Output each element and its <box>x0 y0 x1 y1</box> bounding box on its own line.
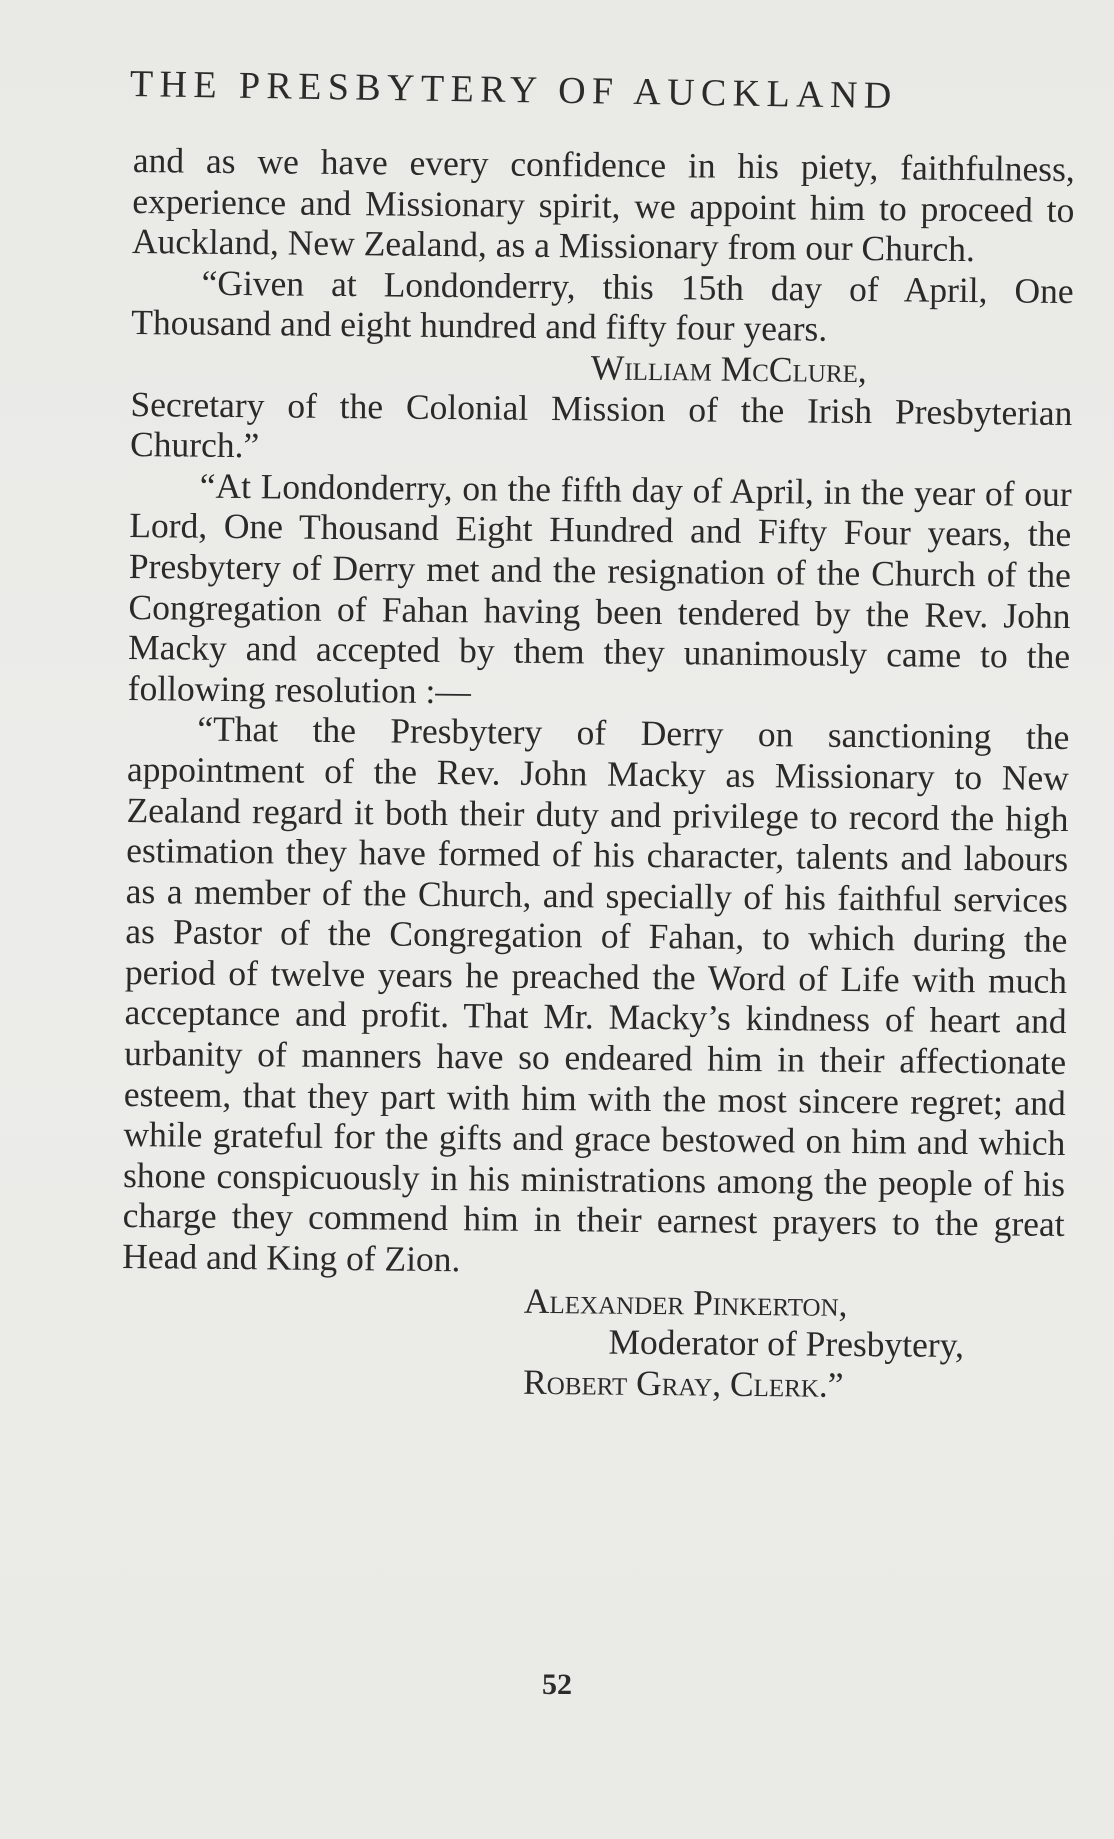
signature-william-mcclure: William McClure, <box>590 347 867 391</box>
signature-moderator-title: Moderator of Presbytery, <box>608 1321 965 1366</box>
signature-secretary-title: Secretary of the Colonial Mission of the Irish Presbyterian Church.” <box>129 383 1073 466</box>
paragraph-presbytery-meeting: “At Londonderry, on the fifth day of April, in the year of our Lord, One Thousand Eight Hundred and Fifty Four years, the Presbytery of Derry met and the resignation of the Church of the Congregation of Fahan having been tendered by the Rev. John Macky and accepted by them they unanimously came to the following resolution :— <box>127 465 1072 711</box>
signature-robert-gray: Robert Gray, Clerk.” <box>522 1361 844 1405</box>
page-number: 52 <box>542 1668 572 1701</box>
paragraph-appointment: and as we have every confidence in his piety, faithfulness, experience and Missionary spirit, we appoint him to proceed to Auckland, New Zealand, as a Missionary from our Church. <box>131 140 1075 270</box>
body-text <box>121 140 1075 1407</box>
running-head: THE PRESBYTERY OF AUCKLAND <box>129 63 899 118</box>
paragraph-resolution: “That the Presbytery of Derry on sanctioning the appointment of the Rev. John Macky as Missionary to New Zealand regard it both their duty and privilege to record the high estimation they have formed of his character, talents and labours as a member of the Church, and specially of his faithful services as Pastor of the Congregation of Fahan, to which during the period of twelve years he preached the Word of Life with much acceptance and profit. That Mr. Macky’s kindness of heart and urbanity of manners have so endeared him in their affectionate esteem, that they part with him with the most sincere regret; and while grateful for the gifts and grace bestowed on him and which shone conspicuously in his ministrations among the people of his charge they commend him in their earnest prayers to the great Head and King of Zion. <box>122 708 1070 1280</box>
paragraph-given-at-londonderry: “Given at Londonderry, this 15th day of April, One Thousand and eight hundred and fifty four years. <box>131 262 1074 350</box>
signature-alexander-pinkerton: Alexander Pinkerton, <box>523 1280 848 1324</box>
